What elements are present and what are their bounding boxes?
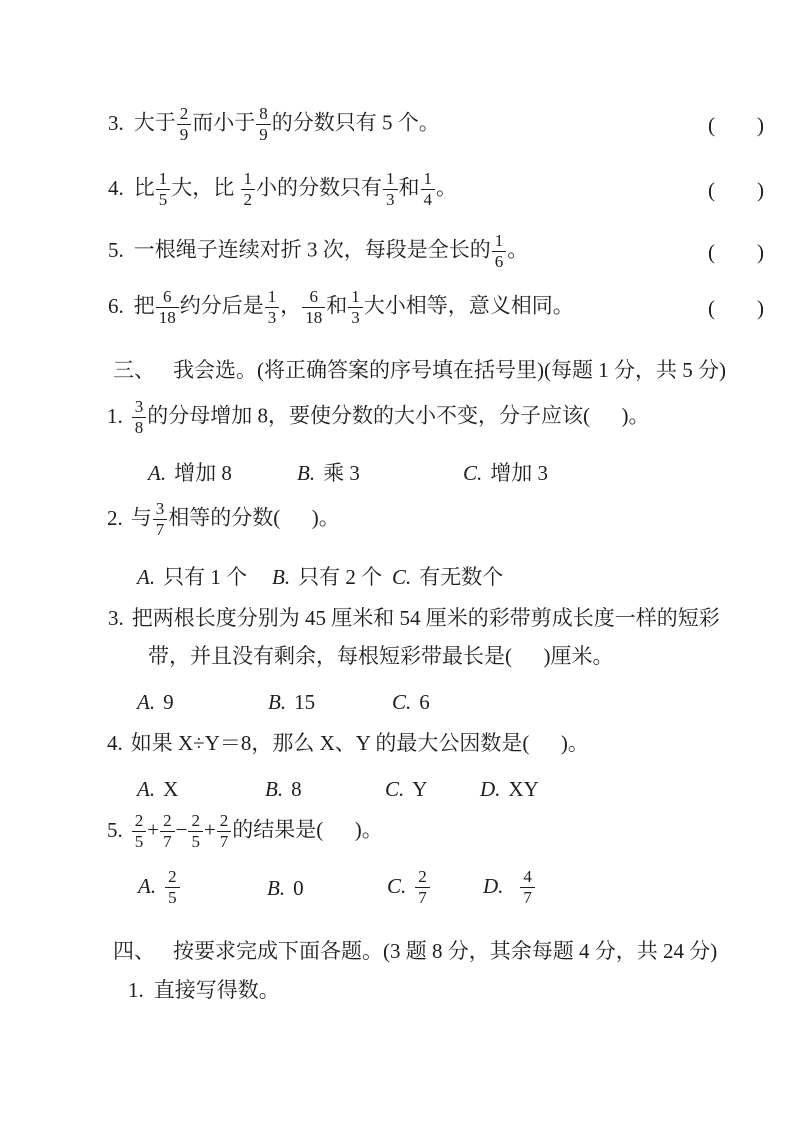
option-text: 只有 2 个 [298, 565, 383, 590]
fraction-numerator: 3 [155, 499, 165, 518]
item-text: 约分后是 [179, 293, 264, 318]
option-letter: C. [463, 461, 483, 486]
option-a [137, 687, 268, 717]
judge-item-6 [108, 287, 764, 328]
option-text: X [163, 777, 179, 802]
fraction [153, 500, 168, 540]
fraction [302, 288, 325, 328]
fraction [188, 812, 203, 852]
option-b [268, 687, 392, 717]
item-text: 。 [436, 175, 457, 200]
option-letter: B. [297, 461, 316, 486]
option-b [272, 562, 392, 592]
section-4-item-1 [128, 975, 280, 1005]
fraction-numerator: 1 [386, 169, 395, 188]
option-text: 15 [294, 690, 316, 715]
choice-question-4 [107, 728, 589, 758]
item-text: 大，比 [171, 175, 240, 200]
choice-options-3 [137, 685, 430, 717]
option-text: Y [412, 777, 428, 802]
fraction-numerator: 4 [523, 867, 532, 886]
fraction-denominator: 6 [492, 251, 507, 271]
fraction-numerator: 2 [191, 811, 200, 830]
option-text: 增加 8 [174, 461, 232, 486]
section-number: 三、 [113, 358, 155, 382]
option-text: 有无数个 [419, 565, 504, 590]
option-text: 6 [419, 690, 430, 715]
fraction-denominator: 8 [132, 417, 147, 437]
answer-bracket: ( ) [708, 177, 764, 202]
item-text: 一根绳子连续对折 3 次，每段是全长的 [133, 237, 491, 262]
option-a [138, 868, 267, 908]
fraction [256, 105, 271, 145]
fraction [348, 288, 363, 328]
item-text: 而小于 [192, 110, 256, 135]
answer-bracket: ( ) [708, 112, 764, 137]
option-text: 只有 1 个 [163, 565, 248, 590]
option-letter: A. [148, 461, 167, 486]
item-text: 和 [326, 293, 348, 318]
fraction [415, 868, 430, 908]
choice-question-5 [107, 812, 383, 852]
option-letter: A. [137, 565, 156, 590]
item-text: 小的分数只有 [256, 175, 382, 200]
fraction-denominator: 7 [415, 887, 430, 907]
fraction-denominator: 5 [165, 887, 180, 907]
fraction [265, 288, 280, 328]
fraction-numerator: 2 [418, 867, 427, 886]
option-a [137, 562, 272, 592]
plus-operator: + [203, 817, 216, 842]
item-number: 6. [108, 293, 124, 318]
fraction [132, 812, 147, 852]
fraction-numerator: 6 [163, 287, 172, 306]
fraction-numerator: 1 [158, 169, 168, 188]
judge-item-3 [108, 104, 764, 145]
fraction-numerator: 8 [259, 104, 268, 123]
judge-item-5 [108, 231, 764, 272]
fraction [160, 812, 175, 852]
question-text: 与 [130, 505, 152, 530]
option-c [387, 868, 483, 908]
fraction [165, 868, 180, 908]
question-text: 如果 X÷Y＝8，那么 X、Y 的最大公因数是( )。 [130, 731, 589, 755]
fraction [217, 812, 232, 852]
question-number: 3. [108, 606, 124, 630]
section-title: 按要求完成下面各题。(3 题 8 分，其余每题 4 分，共 24 分) [173, 939, 718, 963]
choice-options-1 [148, 456, 548, 488]
fraction-numerator: 1 [243, 169, 252, 188]
option-b [265, 774, 385, 804]
option-text: 增加 3 [490, 461, 549, 486]
fraction-denominator: 7 [520, 887, 535, 907]
fraction-numerator: 2 [219, 811, 229, 830]
minus-operator: − [175, 817, 188, 842]
choice-options-5 [138, 868, 536, 908]
fraction-numerator: 2 [134, 811, 144, 830]
option-letter: B. [268, 690, 287, 715]
option-letter: D. [483, 873, 504, 898]
option-letter: B. [272, 565, 291, 590]
fraction-denominator: 7 [153, 519, 168, 539]
question-text: 的结果是( )。 [232, 817, 383, 842]
item-text: 大于 [133, 110, 176, 135]
item-text: 的分数只有 5 个。 [271, 110, 440, 135]
item-text: ， [280, 293, 302, 318]
option-letter: A. [137, 777, 156, 802]
option-c [463, 458, 548, 488]
question-number: 4. [107, 731, 123, 755]
option-letter: B. [267, 875, 286, 900]
fraction [383, 170, 398, 210]
section-number: 四、 [113, 939, 155, 963]
fraction [520, 868, 535, 908]
option-text: 乘 3 [323, 461, 360, 486]
option-b [267, 873, 387, 903]
fraction-numerator: 1 [351, 287, 360, 306]
answer-bracket: ( ) [708, 295, 764, 320]
fraction-denominator: 5 [156, 189, 171, 209]
option-text: 0 [293, 875, 304, 900]
option-letter: A. [138, 873, 157, 898]
fraction-numerator: 2 [168, 867, 177, 886]
fraction-denominator: 4 [421, 189, 436, 209]
fraction-numerator: 1 [423, 169, 432, 188]
option-letter: C. [385, 777, 405, 802]
fraction-denominator: 9 [256, 124, 271, 144]
question-text: 带，并且没有剩余，每根短彩带最长是( )厘米。 [148, 644, 614, 668]
item-text: 比 [133, 175, 155, 200]
question-number: 1. [107, 403, 123, 428]
item-number: 4. [108, 175, 124, 200]
option-letter: C. [387, 873, 407, 898]
option-c [392, 562, 503, 592]
option-letter: A. [137, 690, 156, 715]
fraction-denominator: 7 [160, 831, 175, 851]
section-3-header [113, 355, 726, 385]
option-c [392, 687, 430, 717]
fraction-numerator: 1 [267, 287, 277, 306]
fraction [156, 170, 171, 210]
option-letter: C. [392, 690, 412, 715]
fraction [492, 232, 507, 272]
fraction-numerator: 6 [309, 287, 318, 306]
fraction [156, 288, 179, 328]
item-number: 5. [108, 237, 124, 262]
judge-item-4 [108, 169, 764, 210]
item-text: 直接写得数。 [153, 978, 280, 1002]
option-a [137, 774, 265, 804]
item-text: 。 [507, 237, 529, 262]
section-title: 我会选。(将正确答案的序号填在括号里)(每题 1 分，共 5 分) [173, 358, 726, 382]
fraction-denominator: 3 [383, 189, 398, 209]
option-letter: C. [392, 565, 412, 590]
fraction [421, 170, 436, 210]
question-text: 把两根长度分别为 45 厘米和 54 厘米的彩带剪成长度一样的短彩 [131, 606, 720, 630]
fraction-numerator: 2 [163, 811, 172, 830]
option-c [385, 774, 480, 804]
fraction [241, 170, 256, 210]
fraction-numerator: 1 [494, 231, 504, 250]
option-text: 8 [291, 777, 302, 802]
choice-options-2 [137, 560, 503, 592]
answer-bracket: ( ) [708, 239, 764, 264]
item-text: 和 [398, 175, 420, 200]
option-text: 9 [163, 690, 174, 715]
question-number: 5. [107, 817, 123, 842]
fraction [132, 398, 147, 438]
fraction-denominator: 3 [265, 307, 280, 327]
item-number: 1. [128, 978, 144, 1002]
question-number: 2. [107, 505, 123, 530]
item-number: 3. [108, 110, 124, 135]
fraction-denominator: 9 [177, 124, 192, 144]
choice-question-3-line2 [148, 641, 614, 671]
fraction-denominator: 5 [132, 831, 147, 851]
plus-operator: + [147, 817, 160, 842]
option-b [297, 458, 463, 488]
choice-options-4 [137, 772, 539, 804]
option-a [148, 458, 297, 488]
choice-question-2 [107, 500, 340, 540]
fraction-denominator: 2 [241, 189, 256, 209]
option-letter: B. [265, 777, 284, 802]
choice-question-1 [107, 398, 650, 438]
fraction-denominator: 3 [348, 307, 363, 327]
option-text: XY [508, 777, 539, 802]
choice-question-3-line1 [108, 603, 720, 633]
fraction-numerator: 2 [179, 104, 189, 123]
option-d [480, 774, 539, 804]
section-4-header [113, 936, 717, 966]
fraction-denominator: 18 [156, 307, 179, 327]
question-text: 的分母增加 8，要使分数的大小不变，分子应该( )。 [147, 403, 650, 428]
fraction-numerator: 3 [134, 397, 144, 416]
question-text: 相等的分数( )。 [168, 505, 340, 530]
fraction-denominator: 7 [217, 831, 232, 851]
fraction-denominator: 5 [188, 831, 203, 851]
option-letter: D. [480, 777, 501, 802]
option-d [483, 868, 536, 908]
fraction-denominator: 18 [302, 307, 325, 327]
item-text: 大小相等，意义相同。 [363, 293, 574, 318]
item-text: 把 [133, 293, 155, 318]
fraction [177, 105, 192, 145]
